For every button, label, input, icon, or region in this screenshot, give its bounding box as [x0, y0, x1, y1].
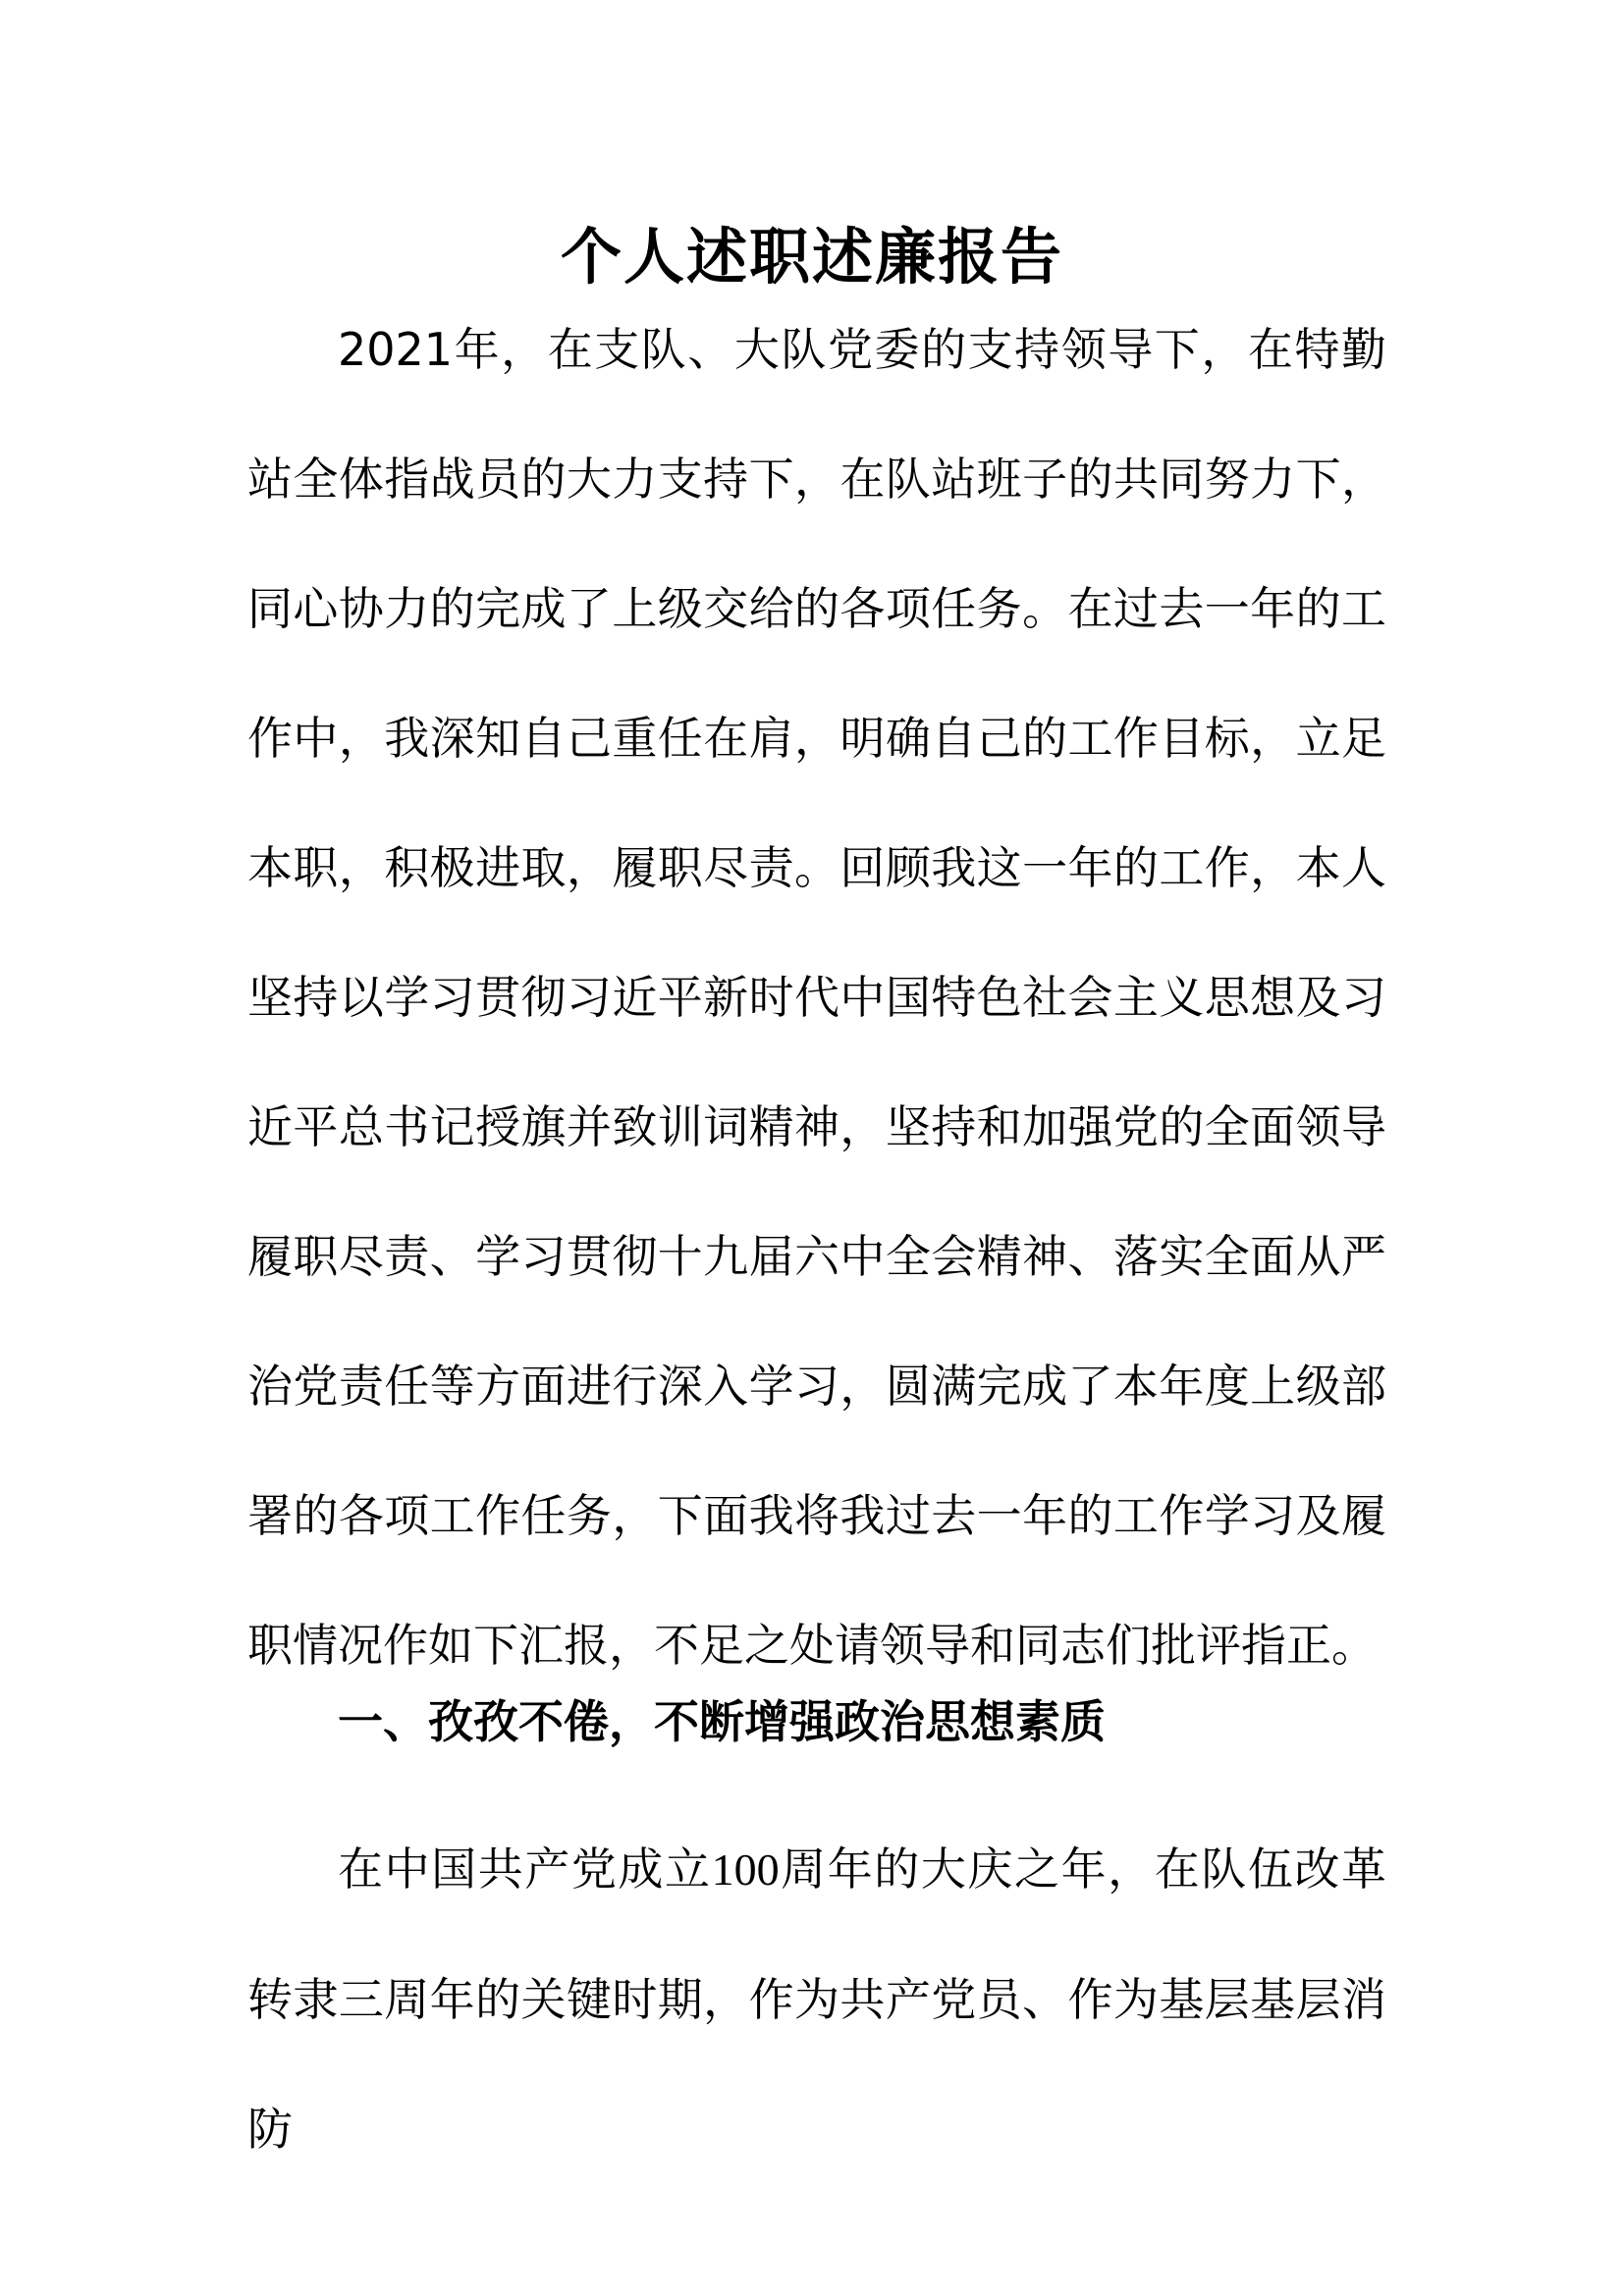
section-1-paragraph-number: 100 — [711, 1844, 780, 1895]
section-1-paragraph-suffix: 周年的大庆之年，在队伍改革转隶三周年的关键时期，作为共产党员、作为基层基层消防 — [247, 1842, 1387, 2156]
section-1-paragraph-prefix: 在中国共产党成立 — [338, 1842, 712, 1896]
section-1-paragraph — [247, 1804, 1386, 2194]
intro-paragraph: 2021年，在支队、大队党委的支持领导下，在特勤站全体指战员的大力支持下，在队站班子的共同努力下，同心协力的完成了上级交给的各项任务。在过去一年的工作中，我深知自己重任在肩，明确自己的工作目标，立足本职，积极进取，履职尽责。回顾我这一年的工作，本人坚持以学习贯彻习近平新时代中国特色社会主义思想及习近平总书记授旗并致训词精神，坚持和加强党的全面领导履职尽责、学习贯彻十九届六中全会精神、落实全面从严治党责任等方面进行深入学习，圆满完成了本年度上级部署的各项工作任务，下面我将我过去一年的工作学习及履职情况作如下汇报，不足之处请领导和同志们批评指正。 — [247, 323, 1386, 1672]
page-title: 个人述职述廉报告 — [560, 221, 1063, 293]
section-heading-1: 一、孜孜不倦，不断增强政治思想素质 — [338, 1695, 1106, 1748]
